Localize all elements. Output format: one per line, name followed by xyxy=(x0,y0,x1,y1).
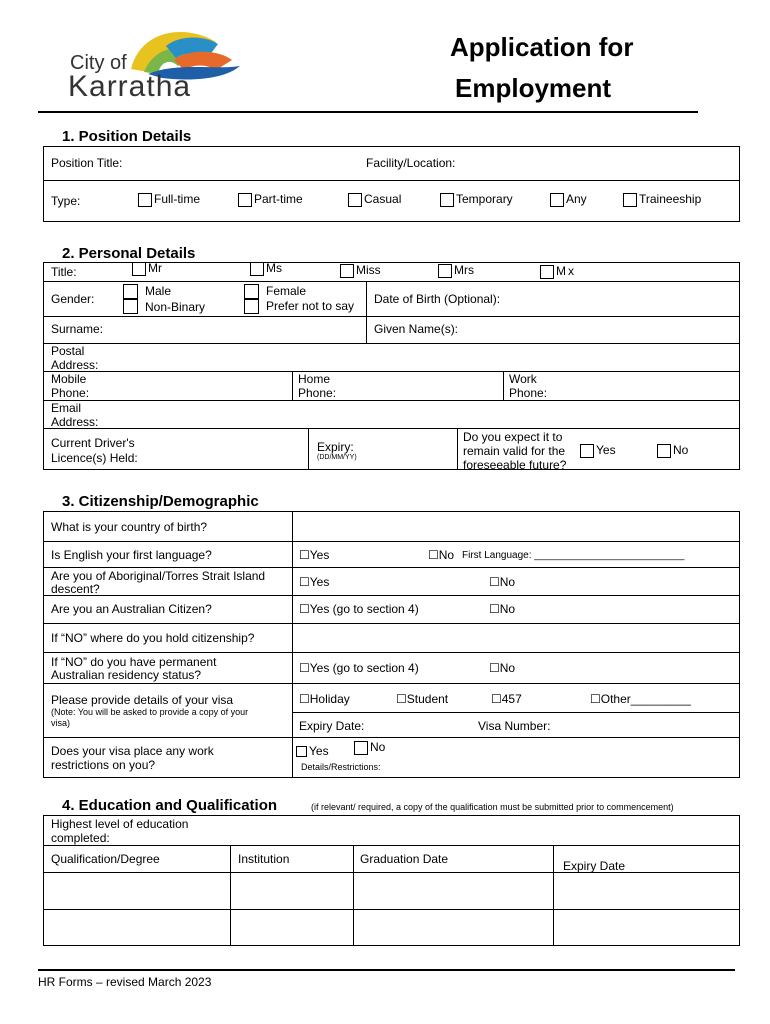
q-citizen: Are you an Australian Citizen? xyxy=(51,602,212,616)
visa-other-option[interactable]: ☐Other_________ xyxy=(590,692,691,706)
gender-label: Gender: xyxy=(51,292,95,306)
q-aboriginal-2: descent? xyxy=(51,582,100,596)
title-underline xyxy=(38,111,698,113)
valid-label-2: remain valid for the xyxy=(463,444,566,458)
visa-expiry-label: Expiry Date: xyxy=(299,719,365,733)
q-permanent-2: Australian residency status? xyxy=(51,668,202,682)
expiry-format: (DD/MM/YY) xyxy=(317,454,357,461)
licence-label-2: Licence(s) Held: xyxy=(51,451,138,465)
mx-checkbox[interactable] xyxy=(540,265,554,279)
education-table xyxy=(43,815,740,946)
restrictions-details-label: Details/Restrictions: xyxy=(301,762,381,772)
gender-prefer-label: Prefer not to say xyxy=(266,299,355,313)
type-fulltime-option[interactable]: Full-time xyxy=(138,192,200,207)
dob-label: Date of Birth (Optional): xyxy=(374,292,501,306)
footer-rule xyxy=(38,969,735,971)
visa-note-2: visa) xyxy=(51,718,71,728)
visa-457-option[interactable]: ☐457 xyxy=(491,692,522,706)
permanent-no-option[interactable]: ☐No xyxy=(489,661,516,675)
type-label: Type: xyxy=(51,194,81,208)
visa-holiday-option[interactable]: ☐Holiday xyxy=(299,692,350,706)
postal-label-1: Postal xyxy=(51,344,85,358)
section-2-heading: 2. Personal Details xyxy=(62,245,196,262)
position-title-label: Position Title: xyxy=(51,156,123,170)
english-yes-option[interactable]: ☐Yes xyxy=(299,548,330,562)
visa-number-label: Visa Number: xyxy=(478,719,551,733)
title-label: Title: xyxy=(51,265,77,279)
q-citizenship-where: If “NO” where do you hold citizenship? xyxy=(51,631,255,645)
surname-label: Surname: xyxy=(51,322,104,336)
citizen-yes-option[interactable]: ☐Yes (go to section 4) xyxy=(299,602,419,616)
permanent-yes-option[interactable]: ☐Yes (go to section 4) xyxy=(299,661,419,675)
type-traineeship-option[interactable]: Traineeship xyxy=(623,192,701,207)
title-ms-option[interactable]: Ms xyxy=(250,261,282,276)
gender-male-label: Male xyxy=(145,284,172,298)
type-any-option[interactable]: Any xyxy=(550,192,587,207)
section-3-heading: 3. Citizenship/Demographic xyxy=(62,493,259,510)
type-casual-option[interactable]: Casual xyxy=(348,192,401,207)
any-checkbox[interactable] xyxy=(550,193,564,207)
city-logo xyxy=(66,14,246,104)
expiry-label: Expiry: xyxy=(317,440,354,454)
home-label-1: Home xyxy=(298,372,331,386)
restrictions-no-checkbox[interactable] xyxy=(354,741,368,755)
section-4-note: (if relevant/ required, a copy of the qualification must be submitted prior to commencement) xyxy=(311,802,674,812)
given-names-label: Given Name(s): xyxy=(374,322,459,336)
type-temporary-option[interactable]: Temporary xyxy=(440,192,513,207)
home-label-2: Phone: xyxy=(298,386,337,400)
valid-label-3: foreseeable future? xyxy=(463,458,567,472)
section-4-heading: 4. Education and Qualification xyxy=(62,797,278,814)
mobile-label-2: Phone: xyxy=(51,386,90,400)
restrictions-yes-option[interactable]: Yes xyxy=(296,744,329,758)
section-1-heading: 1. Position Details xyxy=(62,128,192,145)
q-restrictions-2: restrictions on you? xyxy=(51,758,156,772)
email-label-1: Email xyxy=(51,401,82,415)
valid-label-1: Do you expect it to xyxy=(463,430,563,444)
title-miss-option[interactable]: Miss xyxy=(340,263,381,278)
ms-checkbox[interactable] xyxy=(250,262,264,276)
parttime-checkbox[interactable] xyxy=(238,193,252,207)
q-restrictions-1: Does your visa place any work xyxy=(51,744,214,758)
q-birth-country: What is your country of birth? xyxy=(51,520,208,534)
aboriginal-no-option[interactable]: ☐No xyxy=(489,575,516,589)
licence-no-checkbox[interactable] xyxy=(657,444,671,458)
nonbinary-checkbox[interactable] xyxy=(123,299,138,314)
visa-note-1: (Note: You will be asked to provide a copy of your xyxy=(51,707,249,717)
col-qualification: Qualification/Degree xyxy=(51,852,160,866)
col-institution: Institution xyxy=(238,852,290,866)
licence-valid-no-option[interactable]: No xyxy=(657,443,688,458)
q-visa: Please provide details of your visa xyxy=(51,693,234,707)
citizen-no-option[interactable]: ☐No xyxy=(489,602,516,616)
restrictions-no-option[interactable]: No xyxy=(354,740,385,755)
mobile-label-1: Mobile xyxy=(51,372,87,386)
gender-female-label: Female xyxy=(266,284,307,298)
temporary-checkbox[interactable] xyxy=(440,193,454,207)
email-label-2: Address: xyxy=(51,415,99,429)
prefer-not-checkbox[interactable] xyxy=(244,299,259,314)
aboriginal-yes-option[interactable]: ☐Yes xyxy=(299,575,330,589)
title-mr-option[interactable]: Mr xyxy=(132,261,162,276)
miss-checkbox[interactable] xyxy=(340,264,354,278)
postal-label-2: Address: xyxy=(51,358,99,372)
gender-nonbinary-label: Non-Binary xyxy=(145,300,206,314)
logo-text-line2: Karratha xyxy=(68,70,192,103)
logo-text-line1: City of xyxy=(70,52,127,74)
work-label-1: Work xyxy=(509,372,537,386)
english-no-option[interactable]: ☐No xyxy=(428,548,455,562)
highest-education-1: Highest level of education xyxy=(51,817,189,831)
first-language-field[interactable]: First Language: ___________________________ xyxy=(462,550,685,561)
title-mrs-option[interactable]: Mrs xyxy=(438,263,474,278)
title-mx-option[interactable]: Mx xyxy=(540,264,576,279)
highest-education-2: completed: xyxy=(51,831,110,845)
licence-yes-checkbox[interactable] xyxy=(580,444,594,458)
traineeship-checkbox[interactable] xyxy=(623,193,637,207)
licence-label-1: Current Driver's xyxy=(51,436,135,450)
type-parttime-option[interactable]: Part-time xyxy=(238,192,303,207)
casual-checkbox[interactable] xyxy=(348,193,362,207)
visa-student-option[interactable]: ☐Student xyxy=(396,692,449,706)
facility-label: Facility/Location: xyxy=(366,156,456,170)
page-title-line1: Application for xyxy=(450,32,634,62)
q-aboriginal-1: Are you of Aboriginal/Torres Strait Island xyxy=(51,569,266,583)
mr-checkbox[interactable] xyxy=(132,262,146,276)
q-english: Is English your first language? xyxy=(51,548,212,562)
male-checkbox[interactable] xyxy=(123,284,138,299)
female-checkbox[interactable] xyxy=(244,284,259,299)
restrictions-yes-checkbox[interactable] xyxy=(296,746,307,757)
footer-text: HR Forms – revised March 2023 xyxy=(38,975,212,989)
mrs-checkbox[interactable] xyxy=(438,264,452,278)
col-expiry: Expiry Date xyxy=(563,859,626,873)
page-title-line2: Employment xyxy=(455,73,612,103)
licence-valid-yes-option[interactable]: Yes xyxy=(580,443,616,458)
q-permanent-1: If “NO” do you have permanent xyxy=(51,655,217,669)
fulltime-checkbox[interactable] xyxy=(138,193,152,207)
work-label-2: Phone: xyxy=(509,386,548,400)
col-graduation: Graduation Date xyxy=(360,852,449,866)
